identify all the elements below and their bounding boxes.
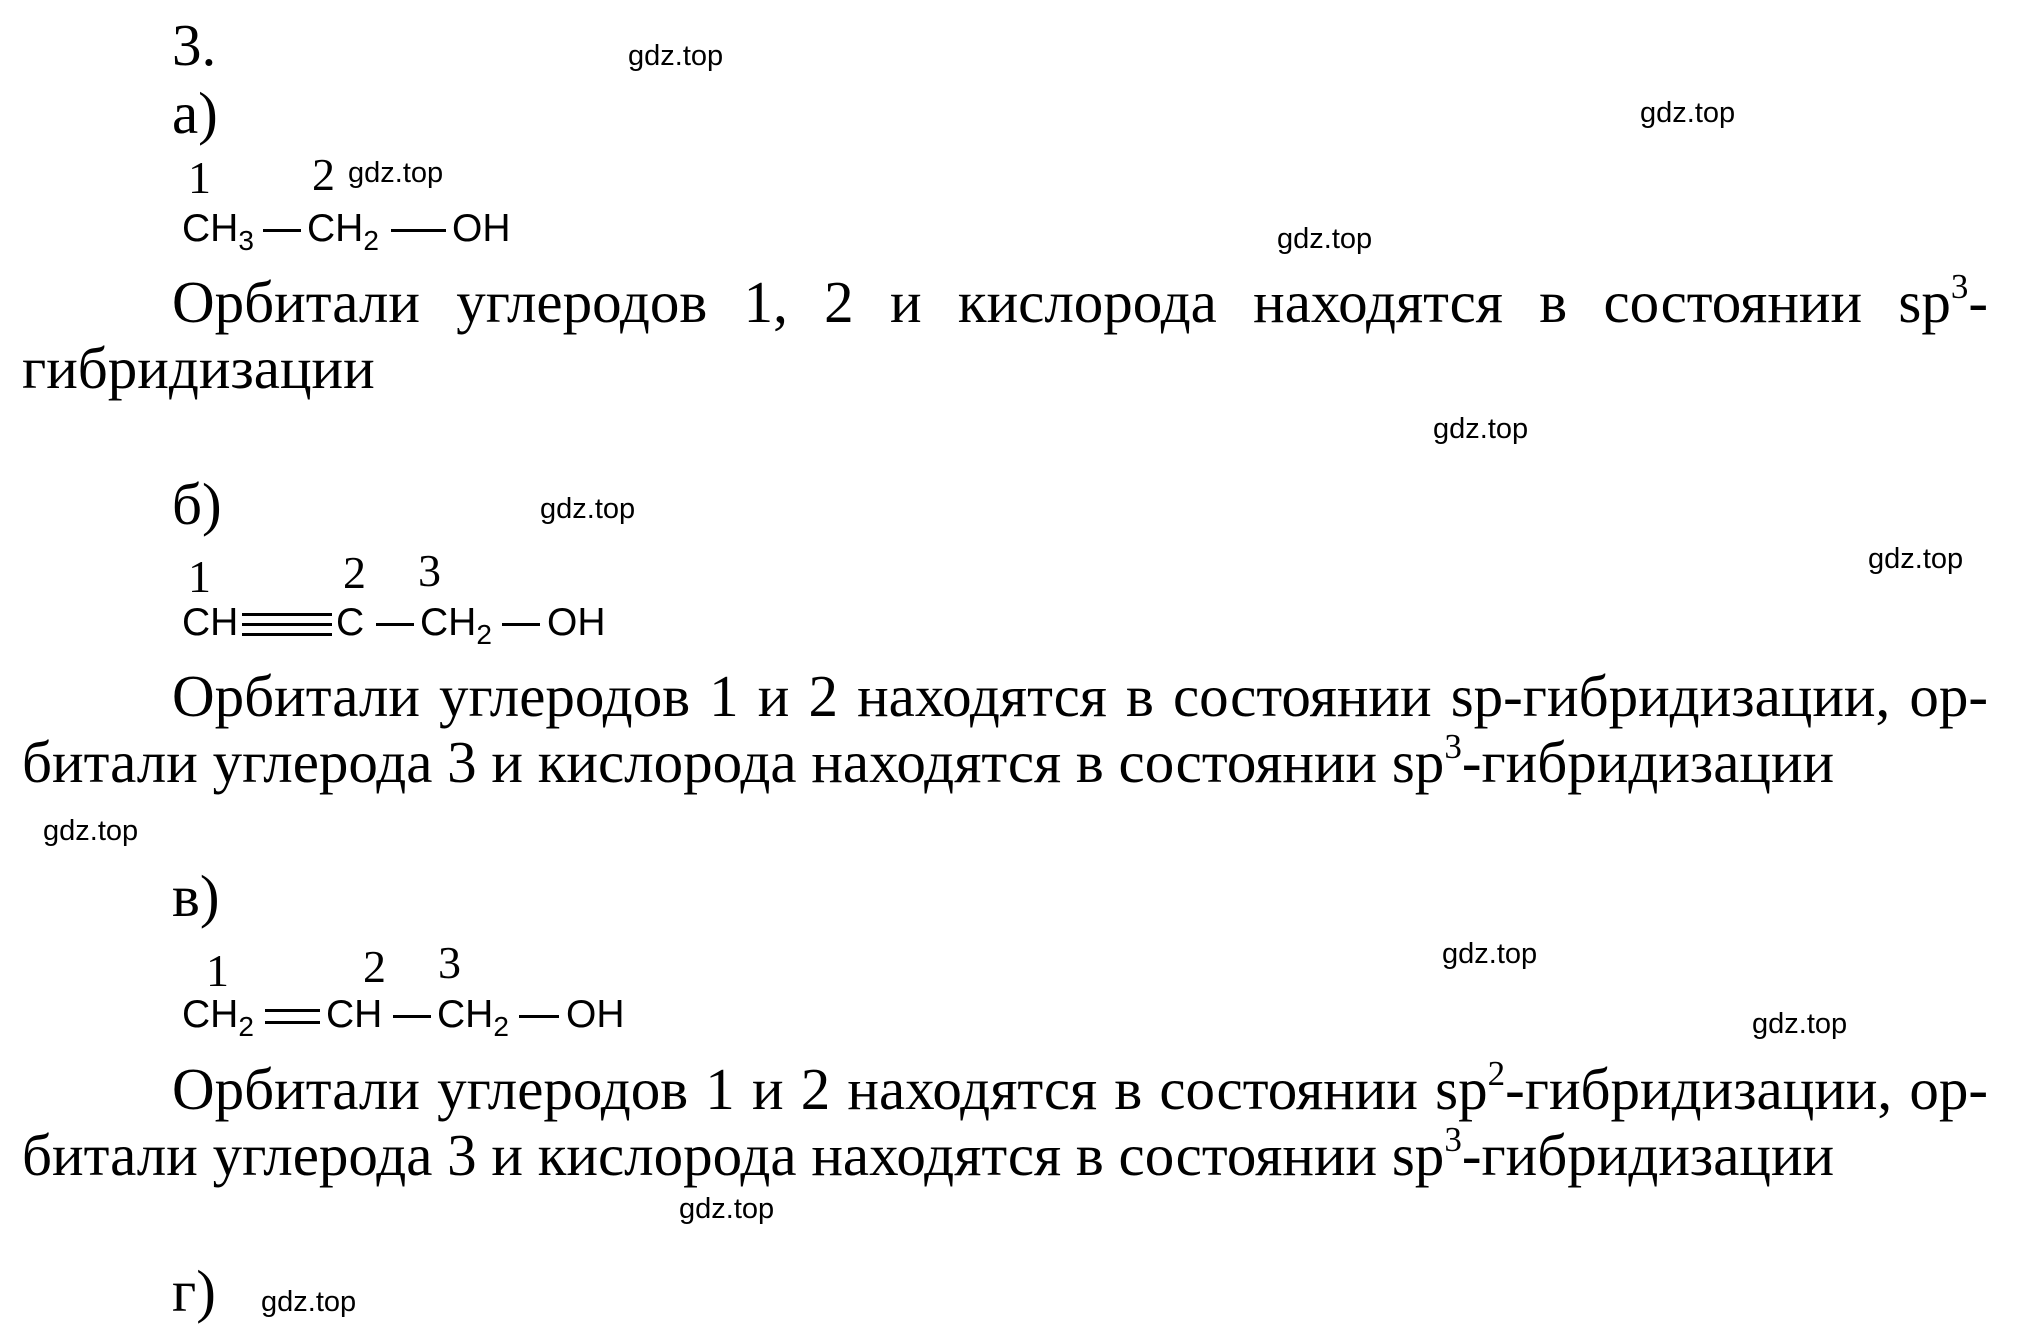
- formula-propargyl-alcohol: [182, 603, 622, 653]
- watermark: gdz.top: [1277, 223, 1373, 255]
- formula-group: $CH_2$: [307, 207, 379, 256]
- single-bond: [393, 1015, 431, 1018]
- double-bond: [265, 1021, 320, 1024]
- watermark: gdz.top: [679, 1193, 775, 1225]
- single-bond: [376, 623, 414, 626]
- watermark: gdz.top: [628, 40, 724, 72]
- formula-group: $CH_2$: [437, 993, 509, 1042]
- single-bond: [519, 1015, 559, 1018]
- atom-number-1: 1: [188, 551, 211, 602]
- double-bond: [265, 1009, 320, 1012]
- watermark: gdz.top: [261, 1286, 357, 1318]
- part-a-text-line1: Орбитали углеродов 1, 2 и кислорода находятся в состоянии $sp^3-$: [172, 267, 1988, 335]
- single-bond: [391, 229, 446, 232]
- atom-number-1: 1: [188, 152, 211, 203]
- watermark: gdz.top: [348, 157, 444, 189]
- atom-number-1: 1: [206, 945, 229, 996]
- single-bond: [263, 229, 301, 232]
- task-number: 3.: [172, 12, 217, 78]
- triple-bond: [242, 613, 332, 616]
- part-g-label: г): [172, 1258, 216, 1324]
- part-a-label: а): [172, 80, 218, 146]
- formula-propanol: [182, 209, 522, 259]
- watermark: gdz.top: [1442, 938, 1538, 970]
- part-a-text-line2: гибридизации: [22, 335, 375, 401]
- part-v-text-line2: битали углерода 3 и кислорода находятся в состоянии $sp^3$-гибридизации: [22, 1120, 1835, 1188]
- atom-number-2: 2: [343, 547, 366, 598]
- formula-group: C: [336, 601, 365, 644]
- part-b-label: б): [172, 471, 222, 537]
- atom-number-3: 3: [418, 545, 441, 596]
- watermark: gdz.top: [1433, 413, 1529, 445]
- atom-number-2: 2: [363, 941, 386, 992]
- formula-group: OH: [566, 993, 625, 1036]
- single-bond: [502, 623, 540, 626]
- formula-group: CH: [326, 993, 383, 1036]
- part-v-label: в): [172, 863, 220, 929]
- atom-number-3: 3: [438, 937, 461, 988]
- formula-group: $CH_2$: [182, 993, 254, 1042]
- formula-group: $CH_2$: [420, 601, 492, 650]
- formula-group: $CH_3$: [182, 207, 254, 256]
- part-b-text-line2: битали углерода 3 и кислорода находятся в состоянии $sp^3$-гибридизации: [22, 727, 1835, 795]
- watermark: gdz.top: [1752, 1008, 1848, 1040]
- part-v-text-line1: Орбитали углеродов 1 и 2 находятся в состоянии $sp^2$-гибридизации, ор-: [172, 1054, 1988, 1122]
- atom-number-2: 2: [312, 149, 335, 200]
- watermark: gdz.top: [1868, 543, 1964, 575]
- formula-group: OH: [452, 207, 511, 250]
- part-b-text-line1: Орбитали углеродов 1 и 2 находятся в состоянии sp-гибридизации, ор-: [172, 663, 1988, 729]
- triple-bond: [242, 633, 332, 636]
- formula-group: OH: [547, 601, 606, 644]
- triple-bond: [242, 623, 332, 626]
- watermark: gdz.top: [1640, 97, 1736, 129]
- formula-group: CH: [182, 601, 239, 644]
- formula-allyl-alcohol: [182, 995, 642, 1045]
- watermark: gdz.top: [540, 493, 636, 525]
- watermark: gdz.top: [43, 815, 139, 847]
